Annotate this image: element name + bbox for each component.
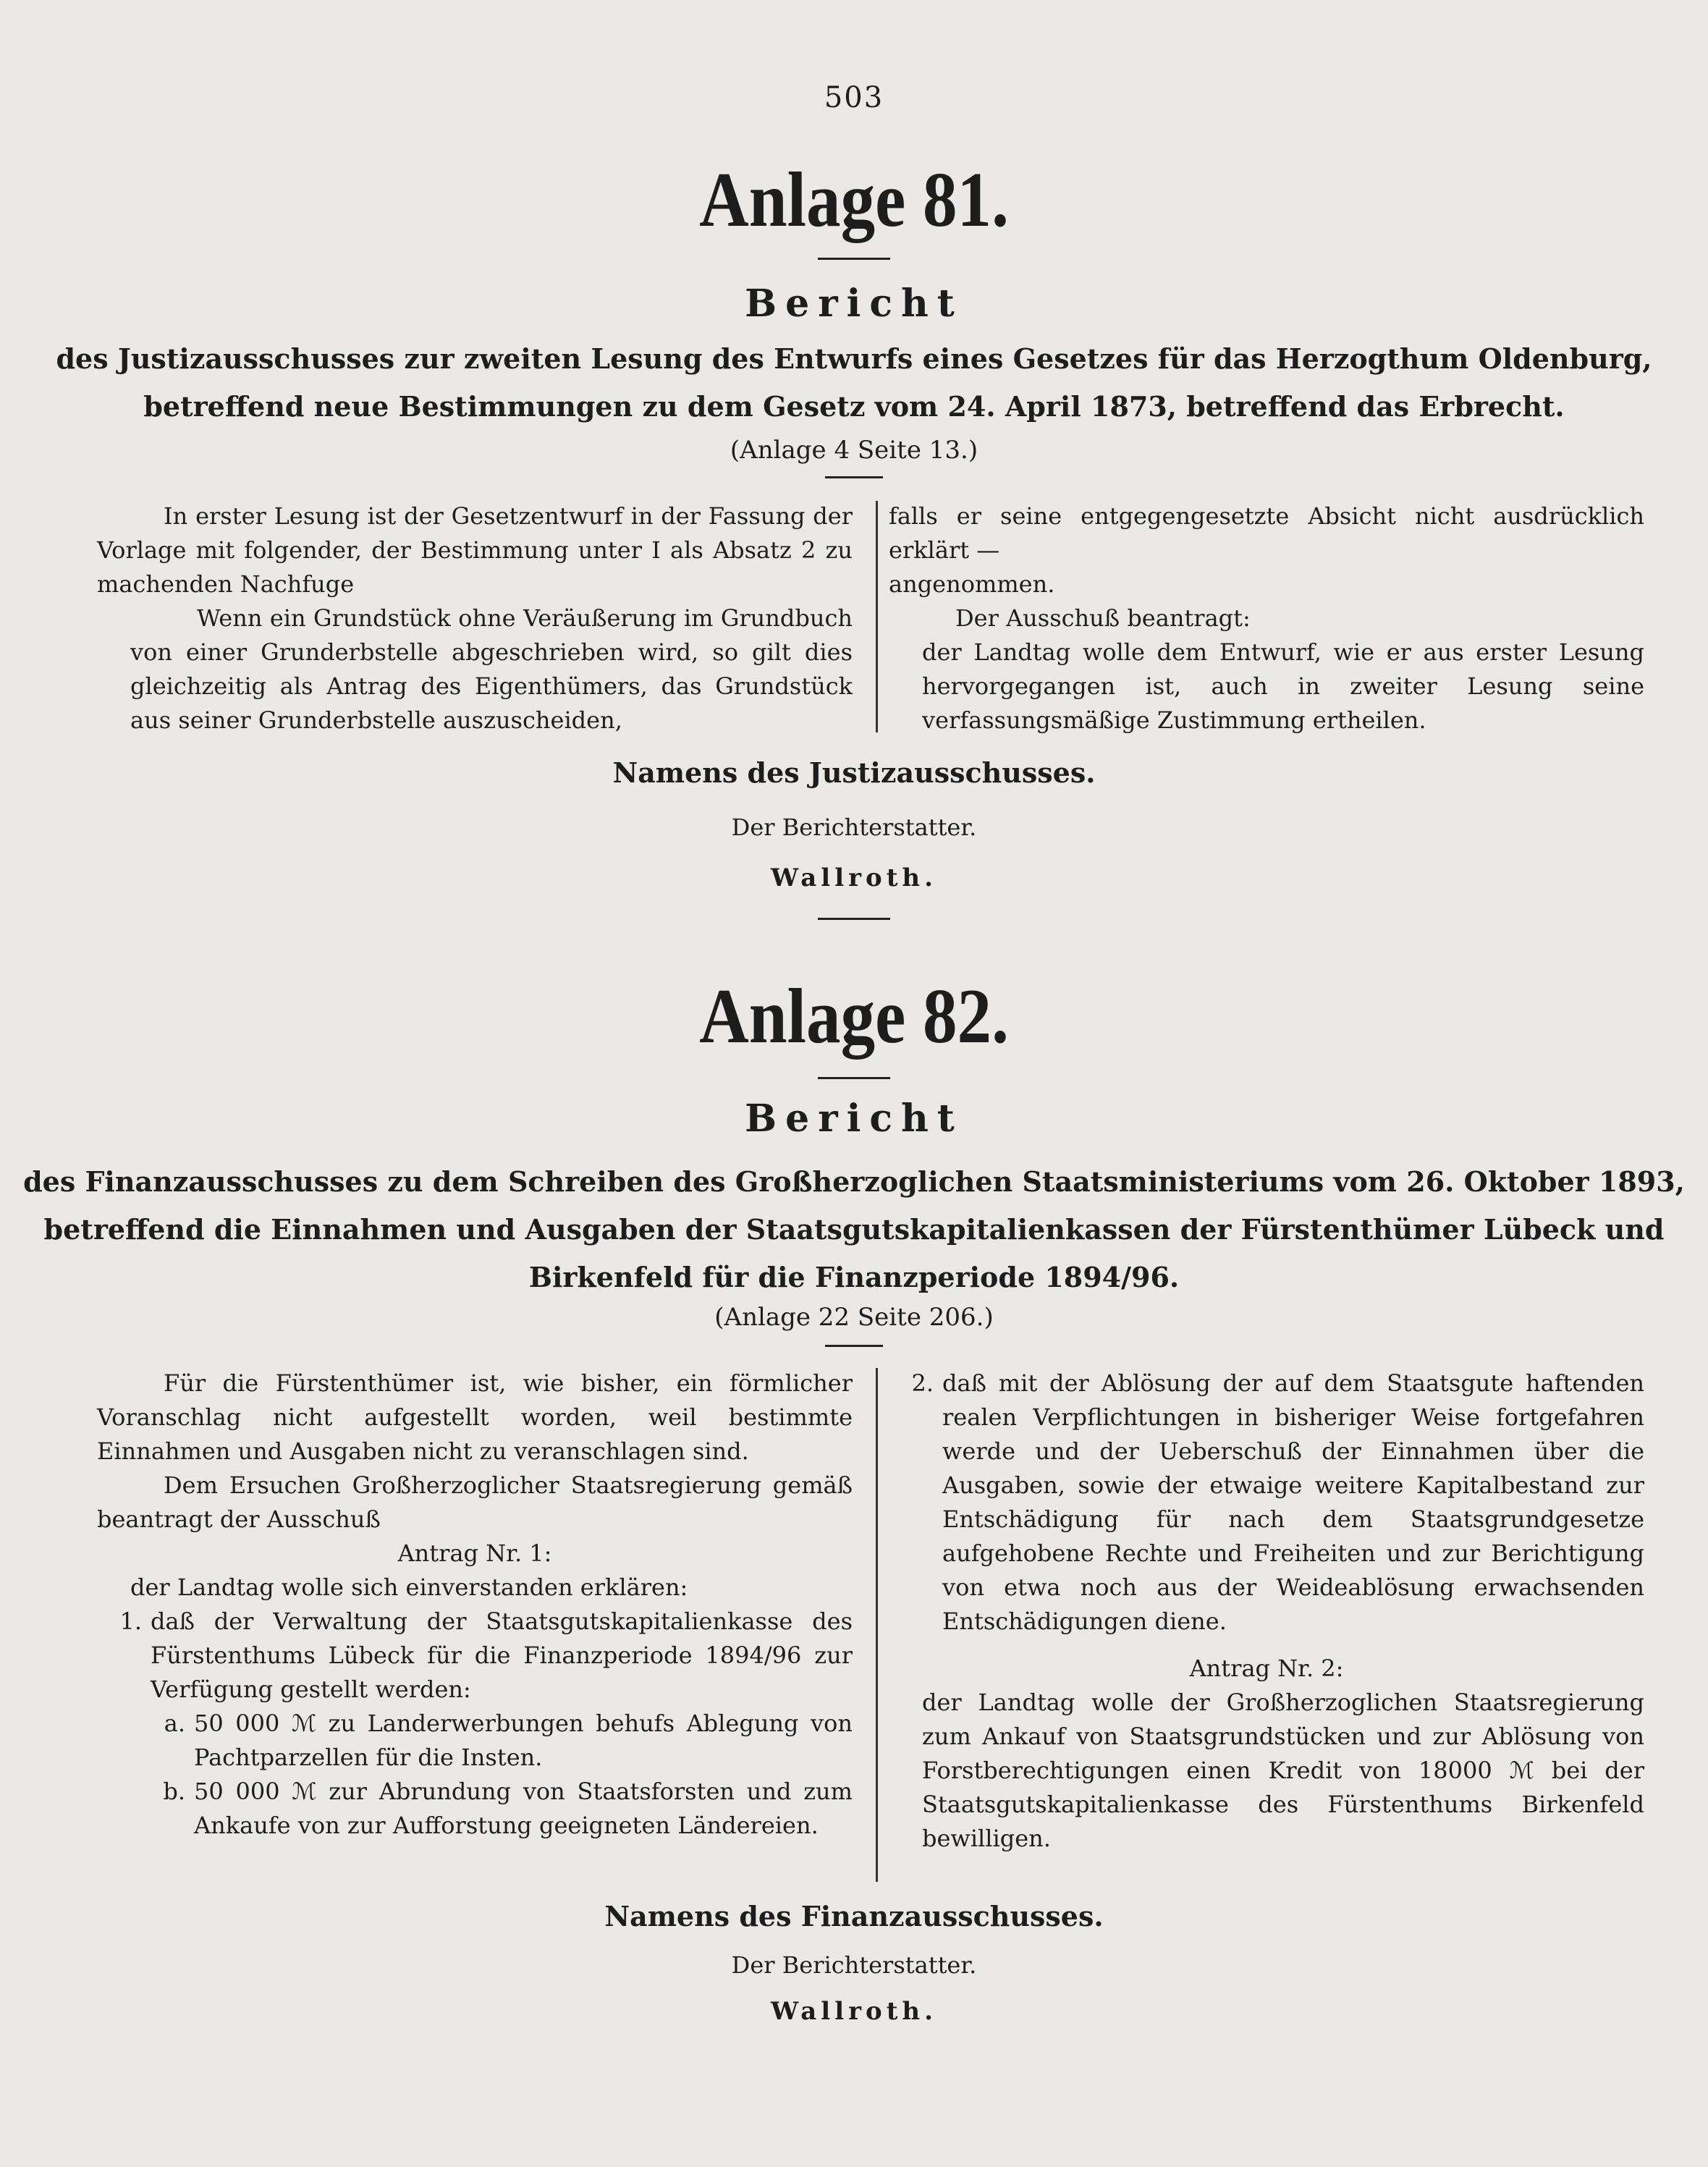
paragraph: Für die Fürstenthümer ist, wie bisher, ein förmlicher Voranschlag nicht aufgestellt worden, weil bestimmte Einnahmen und Ausgaben nicht zu veranschlagen sind. xyxy=(97,1369,853,1465)
quoted-provision: Wenn ein Grundstück ohne Veräußerung im Grundbuch von einer Grunderbstelle abgeschrieben wird, so gilt dies gleichzeitig als Antrag des Eigenthümers, das Grundstück aus seiner Grunderbstelle auszuscheiden, xyxy=(130,604,853,734)
signature-name: Wallroth. xyxy=(771,1997,937,2026)
reference-rule xyxy=(825,1345,883,1347)
anlage-82-bericht: Bericht xyxy=(745,1097,963,1141)
column-divider xyxy=(876,501,878,732)
item-text: daß der Verwaltung der Staatsgutskapitalienkasse des Fürstenthums Lübeck für die Finanzperiode 1894/96 zur Verfügung gestellt werden: xyxy=(151,1608,853,1703)
antrag-2-title: Antrag Nr. 2: xyxy=(1189,1655,1344,1682)
anlage-82-heading-line-3: Birkenfeld für die Finanzperiode 1894/96. xyxy=(528,1261,1180,1293)
item-text: 50 000 ℳ zu Landerwerbungen behufs Ablegung von Pachtparzellen für die Insten. xyxy=(194,1710,853,1771)
anlage-82-reference: (Anlage 22 Seite 206.) xyxy=(714,1303,994,1332)
anlage-82-signature xyxy=(0,1896,1708,2029)
sub-item xyxy=(97,1775,853,1843)
antrag-1-title: Antrag Nr. 1: xyxy=(397,1539,552,1567)
item-label: b. xyxy=(163,1778,185,1805)
anlage-81-right-column xyxy=(889,499,1644,738)
anlage-82-left-column xyxy=(97,1366,853,1843)
item-number: 1. xyxy=(119,1608,142,1635)
item-text: 50 000 ℳ zur Abrundung von Staatsforsten und zum Ankaufe von zur Aufforstung geeigneten Ländereien. xyxy=(194,1778,853,1839)
signature-heading: Namens des Justizausschusses. xyxy=(612,756,1096,789)
list-item xyxy=(889,1366,1644,1639)
title-rule xyxy=(818,1077,890,1079)
paragraph: Der Ausschuß beantragt: xyxy=(955,604,1251,632)
list-item xyxy=(97,1605,853,1707)
anlage-82-right-column xyxy=(889,1366,1644,1856)
anlage-81-title: Anlage 81. xyxy=(699,157,1009,243)
signature-name: Wallroth. xyxy=(771,863,937,892)
paragraph: In erster Lesung ist der Gesetzentwurf in der Fassung der Vorlage mit folgender, der Bestimmung unter I als Absatz 2 zu machenden Nachfuge xyxy=(97,502,853,598)
paragraph: angenommen. xyxy=(889,570,1055,598)
paragraph: falls er seine entgegengesetzte Absicht nicht ausdrücklich erklärt — xyxy=(889,502,1644,564)
signature-role: Der Berichterstatter. xyxy=(731,1951,977,1979)
item-text: daß mit der Ablösung der auf dem Staatsgute haftenden realen Verpflichtungen in bisheriger Weise fortgefahren werde und der Ueberschuß der Einnahmen über die Ausgaben, sowie der etwaige weitere Kapitalbestand zur Entschädigung für nach dem Staatsgrundgesetze aufgehobene Rechte und Freiheiten und zur Berichtigung von etwa noch aus der Weideablösung erwachsenden Entschädigungen diene. xyxy=(942,1369,1644,1635)
item-label: a. xyxy=(164,1710,185,1737)
anlage-81-heading-line-1: des Justizausschusses zur zweiten Lesung des Entwurfs eines Gesetzes für das Herzogthum Oldenburg, xyxy=(56,342,1652,375)
anlage-81-signature xyxy=(0,753,1708,896)
title-rule xyxy=(818,258,890,260)
anlage-82-heading-line-2: betreffend die Einnahmen und Ausgaben der Staatsgutskapitalienkassen der Fürstenthümer Lübeck und xyxy=(43,1213,1665,1246)
signature-role: Der Berichterstatter. xyxy=(731,814,977,841)
anlage-81-left-column xyxy=(97,499,853,738)
paragraph: der Landtag wolle dem Entwurf, wie er aus erster Lesung hervorgegangen ist, auch in zweiter Lesung seine verfassungsmäßige Zustimmung ertheilen. xyxy=(922,638,1644,734)
item-number: 2. xyxy=(911,1369,934,1397)
sub-item xyxy=(97,1707,853,1775)
reference-rule xyxy=(825,476,883,478)
signature-heading: Namens des Finanzausschusses. xyxy=(604,1900,1104,1932)
anlage-81-heading-line-2: betreffend neue Bestimmungen zu dem Gesetz vom 24. April 1873, betreffend das Erbrecht. xyxy=(143,390,1565,423)
section-rule xyxy=(818,918,890,920)
anlage-82-title: Anlage 82. xyxy=(699,973,1009,1060)
paragraph: Dem Ersuchen Großherzoglicher Staatsregierung gemäß beantragt der Ausschuß xyxy=(97,1471,853,1533)
page-number: 503 xyxy=(824,81,884,114)
antrag-1-intro: der Landtag wolle sich einverstanden erklären: xyxy=(130,1573,688,1601)
anlage-81-bericht: Bericht xyxy=(745,282,963,326)
antrag-2-text: der Landtag wolle der Großherzoglichen Staatsregierung zum Ankauf von Staatsgrundstücken und zur Ablösung von Forstberechtigungen einen Kredit von 18000 ℳ bei der Staatsgutskapitalienkasse des Fürstenthums Birkenfeld bewilligen. xyxy=(922,1689,1644,1852)
anlage-82-heading-line-1: des Finanzausschusses zu dem Schreiben des Großherzoglichen Staatsministeriums vom 26. Oktober 1893, xyxy=(23,1165,1685,1198)
column-divider xyxy=(876,1368,878,1882)
anlage-81-reference: (Anlage 4 Seite 13.) xyxy=(730,436,978,465)
